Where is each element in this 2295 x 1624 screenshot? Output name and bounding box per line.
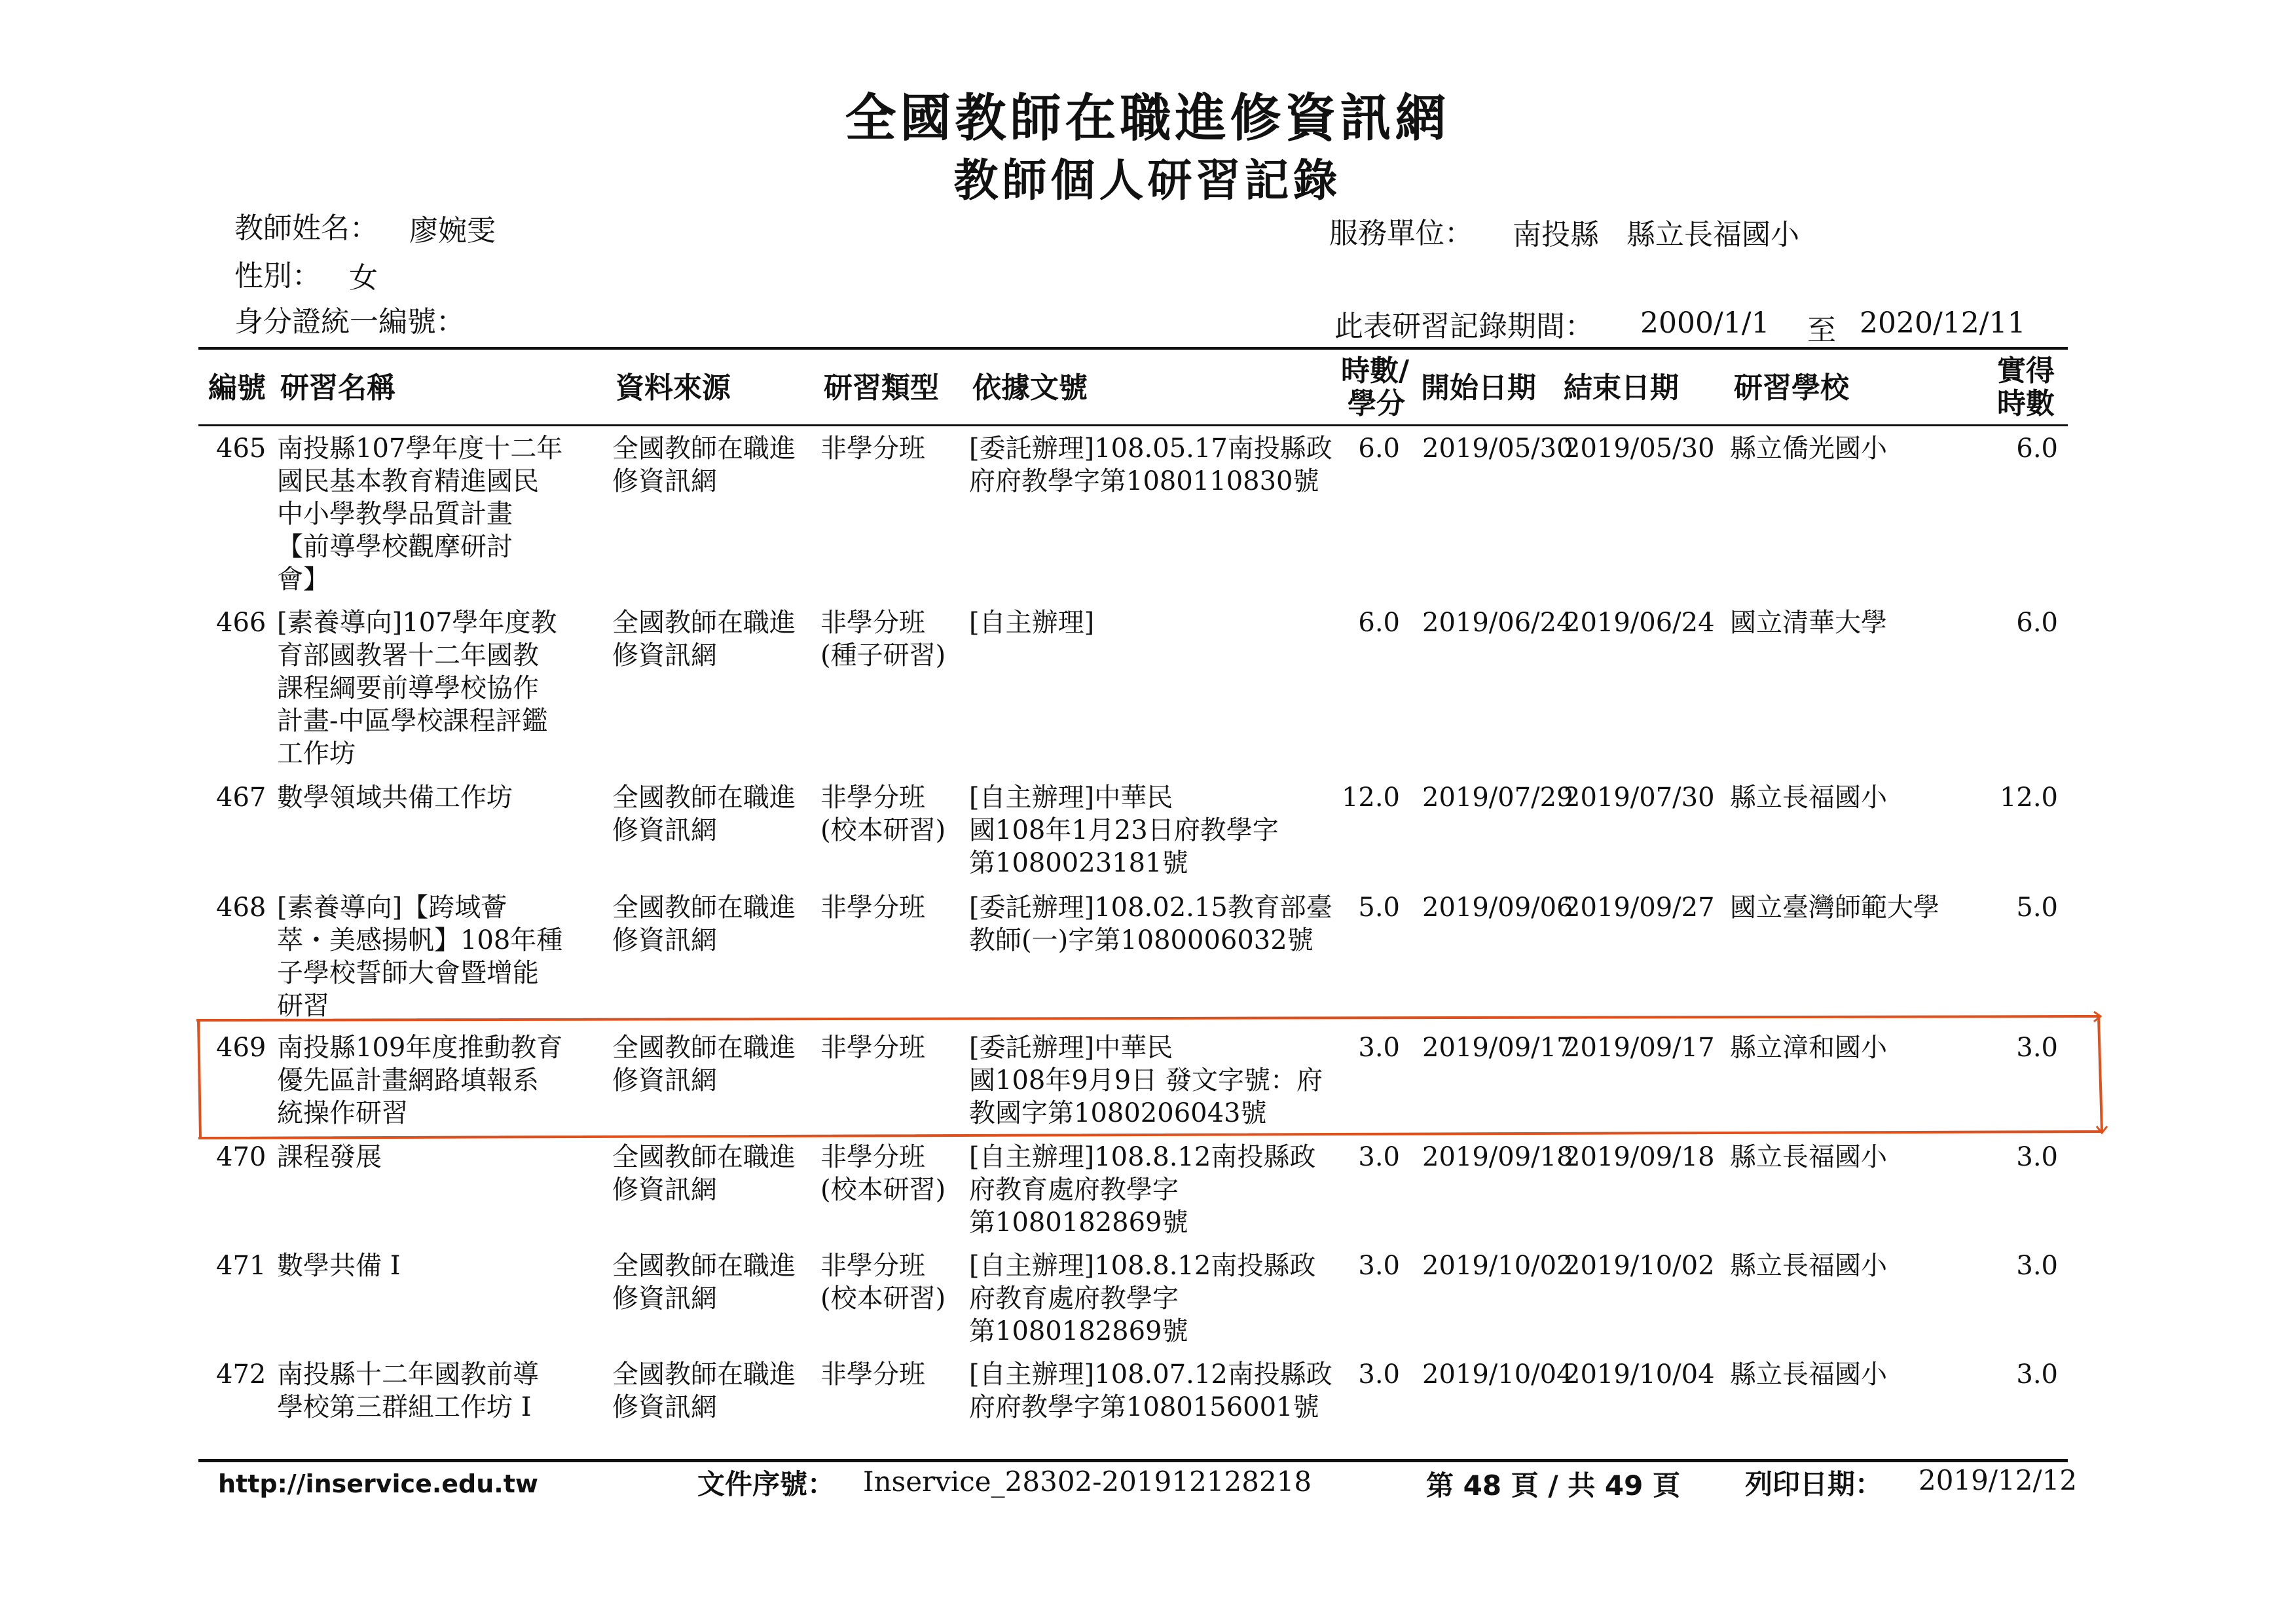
cell-line: 非學分班 bbox=[820, 1033, 925, 1063]
cell-hours: 3.0 bbox=[1358, 1033, 1400, 1063]
cell-line: 中小學教學品質計畫 bbox=[277, 499, 513, 529]
cell-hours: 3.0 bbox=[1358, 1251, 1400, 1281]
cell-line: 萃・美感揚帆】108年種 bbox=[277, 925, 563, 955]
cell-line: 第1080182869號 bbox=[969, 1208, 1188, 1238]
cell-earned: 5.0 bbox=[2016, 893, 2058, 923]
cell-school: 縣立長福國小 bbox=[1730, 1251, 1887, 1281]
cell-earned: 6.0 bbox=[2016, 608, 2058, 638]
cell-line: 數學共備 I bbox=[277, 1251, 401, 1281]
cell-no: 466 bbox=[216, 608, 266, 638]
cell-line: [素養導向]【跨域薈 bbox=[277, 893, 507, 923]
period-end: 2020/12/11 bbox=[1860, 306, 2026, 340]
cell-line: 教國字第1080206043號 bbox=[969, 1098, 1267, 1128]
cell-start: 2019/10/02 bbox=[1422, 1251, 1573, 1281]
cell-line: (種子研習) bbox=[820, 640, 946, 671]
cell-line: 全國教師在職進 bbox=[612, 783, 796, 813]
footer-url[interactable]: http://inservice.edu.tw bbox=[218, 1469, 539, 1498]
header-source: 資料來源 bbox=[615, 371, 731, 405]
cell-line: 南投縣107學年度十二年 bbox=[277, 434, 563, 464]
cell-line: 修資訊網 bbox=[612, 640, 717, 671]
cell-line: 全國教師在職進 bbox=[612, 1251, 796, 1281]
cell-school: 縣立漳和國小 bbox=[1730, 1033, 1887, 1063]
cell-earned: 3.0 bbox=[2016, 1033, 2058, 1063]
cell-line: 全國教師在職進 bbox=[612, 1033, 796, 1063]
cell-no: 465 bbox=[216, 434, 266, 464]
cell-line: (校本研習) bbox=[820, 1283, 946, 1314]
cell-line: 非學分班 bbox=[820, 1142, 925, 1172]
header-doc: 依據文號 bbox=[972, 371, 1088, 405]
cell-start: 2019/09/17 bbox=[1422, 1033, 1573, 1063]
cell-end: 2019/09/18 bbox=[1564, 1142, 1715, 1172]
cell-line: 研習 bbox=[277, 991, 329, 1021]
cell-line: 教師(一)字第1080006032號 bbox=[969, 925, 1313, 955]
serial-number: Inservice_28302-201912128218 bbox=[863, 1466, 1312, 1498]
cell-line: 南投縣十二年國教前導 bbox=[277, 1359, 539, 1390]
cell-line: 修資訊網 bbox=[612, 815, 717, 845]
cell-line: 非學分班 bbox=[820, 783, 925, 813]
cell-end: 2019/05/30 bbox=[1564, 434, 1715, 464]
cell-line: 課程綱要前導學校協作 bbox=[277, 673, 539, 703]
cell-line: 國108年1月23日府教學字 bbox=[969, 815, 1279, 845]
cell-line: [自主辦理]108.07.12南投縣政 bbox=[969, 1359, 1332, 1390]
cell-line: (校本研習) bbox=[820, 1175, 946, 1205]
cell-line: 府府教學字第1080110830號 bbox=[969, 466, 1319, 496]
unit-county: 南投縣 bbox=[1513, 218, 1599, 251]
cell-start: 2019/09/18 bbox=[1422, 1142, 1573, 1172]
print-date: 2019/12/12 bbox=[1919, 1464, 2078, 1496]
cell-line: 修資訊網 bbox=[612, 1175, 717, 1205]
cell-line: 工作坊 bbox=[277, 739, 356, 769]
cell-hours: 12.0 bbox=[1341, 783, 1400, 813]
document-subtitle: 教師個人研習記錄 bbox=[953, 155, 1342, 207]
cell-start: 2019/06/24 bbox=[1422, 608, 1573, 638]
cell-line: 全國教師在職進 bbox=[612, 434, 796, 464]
cell-line: 修資訊網 bbox=[612, 925, 717, 955]
teacher-name: 廖婉雯 bbox=[409, 214, 496, 248]
header-end: 結束日期 bbox=[1564, 371, 1679, 405]
cell-line: 第1080023181號 bbox=[969, 848, 1188, 878]
cell-no: 468 bbox=[216, 893, 266, 923]
footer-rule bbox=[198, 1459, 2068, 1462]
cell-hours: 3.0 bbox=[1358, 1142, 1400, 1172]
cell-school: 縣立長福國小 bbox=[1730, 1359, 1887, 1390]
cell-line: [委託辦理]108.05.17南投縣政 bbox=[969, 434, 1332, 464]
cell-line: 數學領域共備工作坊 bbox=[277, 783, 513, 813]
cell-line: 非學分班 bbox=[820, 1251, 925, 1281]
cell-school: 國立清華大學 bbox=[1730, 608, 1887, 638]
id-label: 身分證統一編號： bbox=[234, 305, 465, 339]
gender-label: 性別： bbox=[234, 259, 321, 293]
header-earned-2: 時數 bbox=[1997, 387, 2055, 420]
header-earned-1: 實得 bbox=[1997, 354, 2055, 388]
cell-line: 全國教師在職進 bbox=[612, 608, 796, 638]
document-title: 全國教師在職進修資訊網 bbox=[845, 88, 1450, 148]
period-start: 2000/1/1 bbox=[1640, 306, 1770, 340]
print-date-label: 列印日期： bbox=[1745, 1468, 1883, 1500]
cell-line: 全國教師在職進 bbox=[612, 1142, 796, 1172]
cell-line: 統操作研習 bbox=[277, 1098, 408, 1128]
unit-school: 縣立長福國小 bbox=[1626, 218, 1799, 251]
cell-earned: 12.0 bbox=[1999, 783, 2058, 813]
cell-line: 修資訊網 bbox=[612, 1392, 717, 1422]
cell-start: 2019/07/29 bbox=[1422, 783, 1573, 813]
cell-line: 會】 bbox=[277, 564, 329, 595]
cell-line: [素養導向]107學年度教 bbox=[277, 608, 557, 638]
unit-label: 服務單位： bbox=[1329, 217, 1473, 250]
cell-line: 非學分班 bbox=[820, 893, 925, 923]
cell-earned: 6.0 bbox=[2016, 434, 2058, 464]
cell-line: 全國教師在職進 bbox=[612, 1359, 796, 1390]
header-hours-2: 學分 bbox=[1348, 387, 1405, 420]
cell-start: 2019/09/06 bbox=[1422, 893, 1573, 923]
cell-line: 府府教學字第1080156001號 bbox=[969, 1392, 1319, 1422]
cell-school: 縣立僑光國小 bbox=[1730, 434, 1887, 464]
cell-end: 2019/06/24 bbox=[1564, 608, 1715, 638]
cell-line: 國108年9月9日 發文字號：府 bbox=[969, 1065, 1323, 1096]
cell-no: 471 bbox=[216, 1251, 266, 1281]
cell-line: 課程發展 bbox=[277, 1142, 382, 1172]
header-start: 開始日期 bbox=[1421, 371, 1536, 405]
cell-line: 修資訊網 bbox=[612, 1065, 717, 1096]
cell-school: 縣立長福國小 bbox=[1730, 783, 1887, 813]
cell-line: [自主辦理]108.8.12南投縣政 bbox=[969, 1142, 1316, 1172]
period-to: 至 bbox=[1807, 314, 1836, 347]
cell-no: 470 bbox=[216, 1142, 266, 1172]
cell-line: [自主辦理]中華民 bbox=[969, 783, 1173, 813]
cell-no: 469 bbox=[216, 1033, 266, 1063]
cell-line: [自主辦理]108.8.12南投縣政 bbox=[969, 1251, 1316, 1281]
cell-start: 2019/05/30 bbox=[1422, 434, 1573, 464]
cell-line: [自主辦理] bbox=[969, 608, 1095, 638]
cell-line: (校本研習) bbox=[820, 815, 946, 845]
cell-line: 非學分班 bbox=[820, 1359, 925, 1390]
cell-line: 南投縣109年度推動教育 bbox=[277, 1033, 563, 1063]
cell-hours: 6.0 bbox=[1358, 608, 1400, 638]
period-label: 此表研習記錄期間： bbox=[1334, 310, 1594, 343]
cell-line: 計畫-中區學校課程評鑑 bbox=[277, 706, 548, 736]
cell-end: 2019/10/04 bbox=[1564, 1359, 1715, 1390]
cell-no: 467 bbox=[216, 783, 266, 813]
cell-line: 國民基本教育精進國民 bbox=[277, 466, 539, 496]
cell-line: 非學分班 bbox=[820, 434, 925, 464]
cell-hours: 3.0 bbox=[1358, 1359, 1400, 1390]
cell-line: 全國教師在職進 bbox=[612, 893, 796, 923]
header-type: 研習類型 bbox=[824, 371, 939, 405]
cell-no: 472 bbox=[216, 1359, 266, 1390]
header-hours-1: 時數/ bbox=[1341, 354, 1410, 388]
cell-end: 2019/07/30 bbox=[1564, 783, 1715, 813]
cell-school: 國立臺灣師範大學 bbox=[1730, 893, 1939, 923]
cell-line: [委託辦理]中華民 bbox=[969, 1033, 1173, 1063]
cell-end: 2019/09/17 bbox=[1564, 1033, 1715, 1063]
page-indicator: 第 48 頁 / 共 49 頁 bbox=[1426, 1469, 1680, 1502]
cell-hours: 5.0 bbox=[1358, 893, 1400, 923]
teacher-gender: 女 bbox=[349, 261, 378, 295]
cell-end: 2019/09/27 bbox=[1564, 893, 1715, 923]
cell-line: 修資訊網 bbox=[612, 466, 717, 496]
cell-line: 優先區計畫網路填報系 bbox=[277, 1065, 539, 1096]
cell-school: 縣立長福國小 bbox=[1730, 1142, 1887, 1172]
cell-line: 修資訊網 bbox=[612, 1283, 717, 1314]
header-no: 編號 bbox=[208, 371, 266, 405]
cell-line: 府教育處府教學字 bbox=[969, 1283, 1179, 1314]
cell-earned: 3.0 bbox=[2016, 1359, 2058, 1390]
cell-line: 育部國教署十二年國教 bbox=[277, 640, 539, 671]
cell-earned: 3.0 bbox=[2016, 1142, 2058, 1172]
cell-line: 【前導學校觀摩研討 bbox=[277, 532, 513, 562]
cell-line: 子學校誓師大會暨增能 bbox=[277, 958, 539, 988]
header-school: 研習學校 bbox=[1734, 371, 1849, 405]
cell-earned: 3.0 bbox=[2016, 1251, 2058, 1281]
serial-label: 文件序號： bbox=[697, 1468, 835, 1500]
cell-line: 學校第三群組工作坊 I bbox=[277, 1392, 532, 1422]
cell-start: 2019/10/04 bbox=[1422, 1359, 1573, 1390]
cell-end: 2019/10/02 bbox=[1564, 1251, 1715, 1281]
cell-hours: 6.0 bbox=[1358, 434, 1400, 464]
cell-line: 府教育處府教學字 bbox=[969, 1175, 1179, 1205]
name-label: 教師姓名： bbox=[234, 212, 378, 245]
cell-line: 非學分班 bbox=[820, 608, 925, 638]
cell-line: [委託辦理]108.02.15教育部臺 bbox=[969, 893, 1332, 923]
cell-line: 第1080182869號 bbox=[969, 1316, 1188, 1346]
header-name: 研習名稱 bbox=[280, 371, 395, 405]
